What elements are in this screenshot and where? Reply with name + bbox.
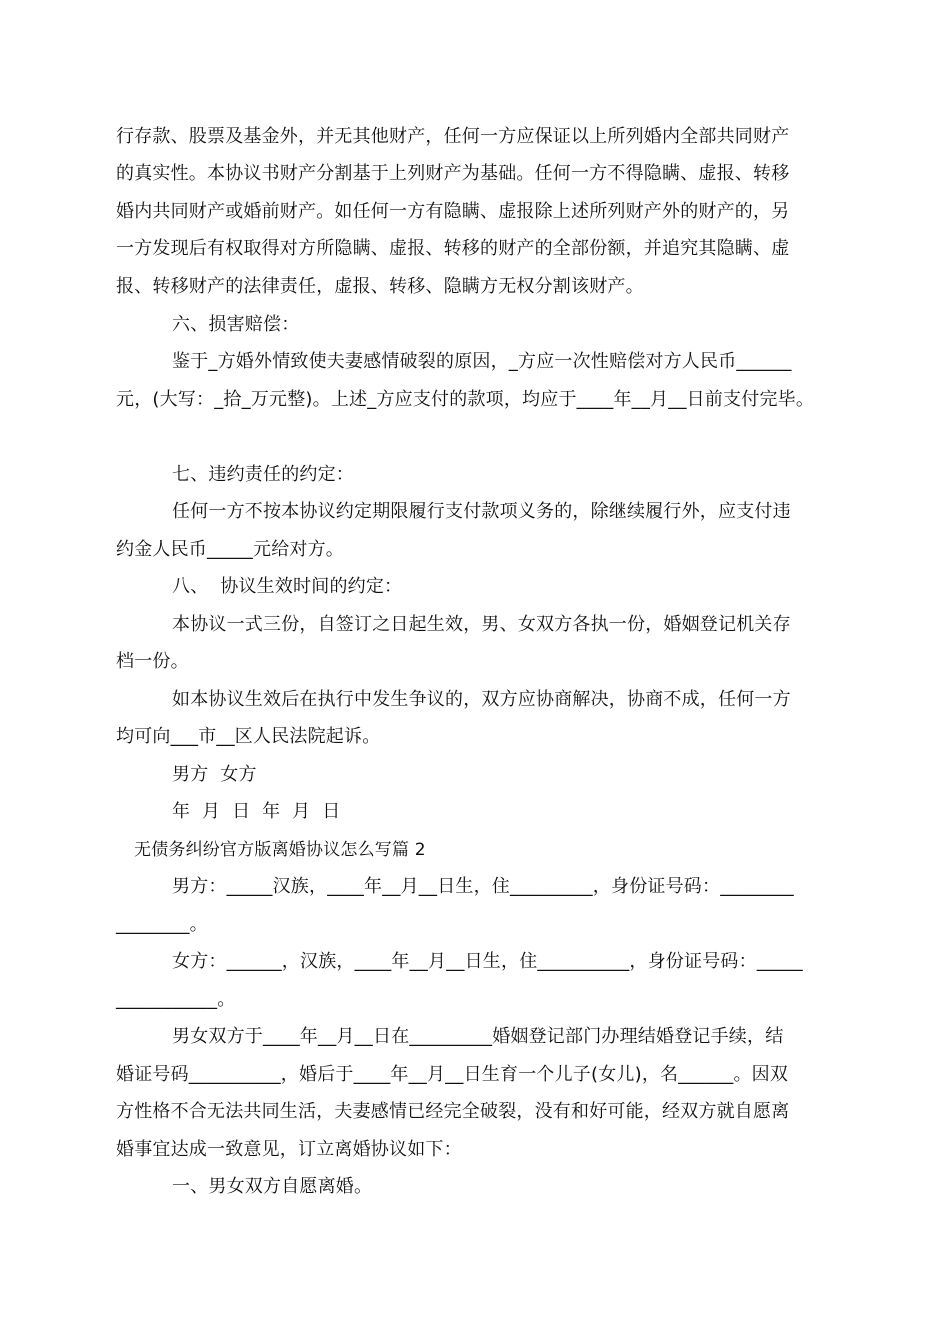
paragraph-line: ___________。	[116, 989, 236, 1010]
paragraph-line: 方性格不合无法共同生活，夫妻感情已经完全破裂，没有和好可能，经双方就自愿离	[116, 1101, 790, 1122]
paragraph-line: 男方：_____汉族，____年__月__日生，住_________，身份证号码：________	[172, 876, 794, 897]
paragraph-line: 档一份。	[116, 651, 189, 672]
paragraph-line: ________。	[116, 914, 208, 935]
section-heading: 一、男女双方自愿离婚。	[172, 1176, 373, 1197]
signature-line: 男方 女方	[172, 764, 257, 785]
paragraph-line: 鉴于_方婚外情致使夫妻感情破裂的原因，_方应一次性赔偿对方人民币______	[172, 351, 792, 372]
paragraph-line: 均可向___市__区人民法院起诉。	[116, 726, 381, 747]
paragraph-line: 的真实性。本协议书财产分割基于上列财产为基础。任何一方不得隐瞒、虚报、转移	[116, 163, 790, 184]
paragraph-line: 一方发现后有权取得对方所隐瞒、虚报、转移的财产的全部份额，并追究其隐瞒、虚	[116, 238, 790, 259]
paragraph-line: 任何一方不按本协议约定期限履行支付款项义务的，除继续履行外，应支付违	[172, 501, 791, 522]
paragraph-line: 行存款、股票及基金外，并无其他财产，任何一方应保证以上所列婚内全部共同财产	[116, 126, 790, 147]
paragraph-line: 如本协议生效后在执行中发生争议的，双方应协商解决，协商不成，任何一方	[172, 689, 791, 710]
paragraph-line: 婚内共同财产或婚前财产。如任何一方有隐瞒、虚报除上述所列财产外的财产的，另	[116, 201, 790, 222]
section-heading: 六、损害赔偿：	[172, 314, 300, 335]
paragraph-line: 婚证号码__________，婚后于____年__月__日生育一个儿子(女儿)，名______。因双	[116, 1064, 789, 1085]
article-title: 无债务纠纷官方版离婚协议怎么写篇 2	[134, 840, 426, 860]
paragraph-line: 约金人民币_____元给对方。	[116, 539, 344, 560]
paragraph-line: 元，(大写：_拾_万元整)。上述_方应支付的款项，均应于____年__月__日前支付完毕。	[116, 389, 815, 410]
section-heading: 七、违约责任的约定：	[172, 464, 354, 485]
section-heading: 八、 协议生效时间的约定：	[172, 576, 403, 597]
paragraph-line: 本协议一式三份，自签订之日起生效，男、女双方各执一份，婚姻登记机关存	[172, 614, 791, 635]
paragraph-line: 报、转移财产的法律责任，虚报、转移、隐瞒方无权分割该财产。	[116, 276, 644, 297]
paragraph-line: 婚事宜达成一致意见，订立离婚协议如下：	[116, 1139, 462, 1160]
date-line: 年 月 日 年 月 日	[172, 801, 341, 822]
paragraph-line: 男女双方于____年__月__日在_________婚姻登记部门办理结婚登记手续，结	[172, 1026, 784, 1047]
paragraph-line: 女方：______，汉族，____年__月__日生，住__________，身份证号码：_____	[172, 951, 803, 972]
